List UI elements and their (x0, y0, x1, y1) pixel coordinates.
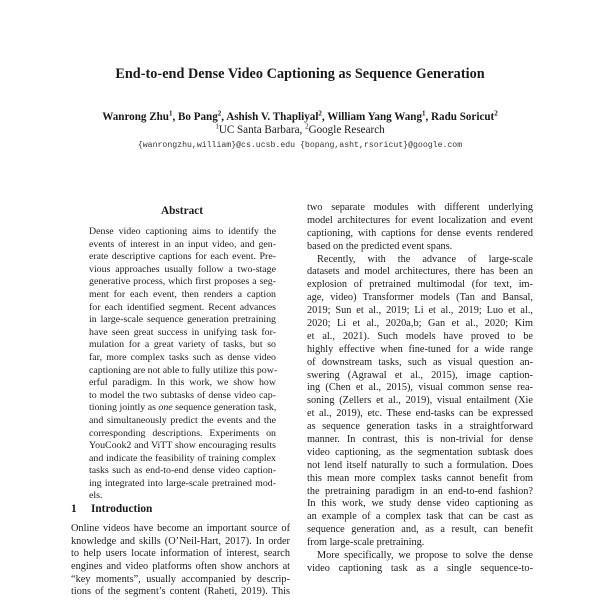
right-column-text (307, 202, 533, 576)
text-line: YouCook2 and ViTT show encouraging results (89, 440, 276, 452)
text-line: captioning are not able to fully utilize this pow- (89, 364, 278, 376)
author-emails: {wanrongzhu,william}@cs.ucsb.edu {bopang,asht,rsoricut}@google.com (137, 141, 463, 150)
text-line: explosion of pretrained multimodal (for text, im- (307, 279, 533, 291)
author: Ashish V. Thapliyal$^2$ (226, 109, 322, 123)
text-line: els. (89, 490, 103, 502)
text-line (89, 402, 276, 415)
text-line: in large-scale sequence generation pretraining (89, 314, 276, 326)
text-line: soning (Zellers et al., 2019), visual entailment (Xie (307, 395, 533, 407)
text-fragment: tioning jointly as (89, 402, 159, 414)
author: Wanrong Zhu$^1$ (102, 109, 173, 123)
author: William Yang Wang$^1$ (327, 109, 426, 123)
section-heading-introduction (71, 503, 152, 515)
text-line: corresponding descriptions. Experiments on (89, 427, 276, 439)
text-line: datasets and model architectures, there has been an (307, 266, 533, 278)
text-line: have seen great success in unifying task for- (89, 326, 276, 338)
section-title: Introduction (91, 503, 153, 515)
text-line: and indicate the feasibility of training complex (89, 452, 276, 464)
text-line: two separate modules with different underlying (307, 202, 533, 213)
author: Radu Soricut$^2$ (431, 109, 498, 123)
text-line: far, more complex tasks such as dense video (89, 351, 276, 363)
text-line: based on the predicted event spans. (307, 240, 453, 252)
abstract-body (89, 226, 276, 503)
affiliation: $^2$Google Research (305, 122, 385, 136)
author: Bo Pang$^2$ (178, 109, 222, 123)
text-line: sequence generation and, as a result, can benefit (307, 524, 533, 536)
affiliation: $^1$UC Santa Barbara (215, 122, 300, 136)
text-line: et al., 2019), etc. These end-tasks can be expressed (307, 408, 533, 420)
text-line: events of interest in an input video, and gen- (89, 238, 276, 250)
text-line: tions of the segment’s content (Raheti, 2019). This (71, 586, 290, 598)
text-line: from large-scale pretraining. (307, 537, 425, 549)
introduction-body (71, 523, 290, 599)
affiliations: $^1$UC Santa Barbara, $^2$Google Research (215, 122, 385, 136)
text-line: highly effective when fine-tuned for a wide range (307, 343, 533, 355)
text-line: et al., 2021). Such models have proved to be (307, 330, 533, 342)
text-line: of downstream tasks, such as visual question an- (307, 356, 533, 368)
text-line: Dense video captioning aims to identify the (89, 226, 276, 237)
text-line: video captioning, as the segmentation subtask does (307, 446, 533, 458)
text-line: to help users locate information of interest, search (71, 548, 290, 560)
text-line: ment for each event, then renders a caption (89, 288, 276, 300)
section-number: 1 (71, 503, 77, 515)
text-line: video captioning task as a single sequence-to- (307, 562, 533, 574)
text-line: as sequence generation tasks in a straightforward (307, 421, 533, 433)
paper-title: End-to-end Dense Video Captioning as Sequence Generation (115, 66, 485, 82)
text-line: for each identified segment. Recent advances (89, 301, 276, 313)
text-line: Recently, with the advance of large-scale (317, 253, 533, 265)
text-line: 2019; Sun et al., 2019; Li et al., 2019; Luo et al., (307, 305, 533, 317)
text-line: vious approaches usually follow a two-stage (89, 263, 276, 275)
text-line: not lend itself naturally to such a formulation. Does (307, 459, 533, 471)
text-line: erful paradigm. In this work, we show how (89, 377, 276, 389)
text-line: ing (Chen et al., 2015), visual common sense rea- (307, 382, 533, 394)
text-line: this mean more complex tasks cannot benefit from (307, 472, 533, 484)
text-line: Online videos have become an important source of (71, 523, 290, 534)
text-line: age, video) Transformer models (Tan and Bansal, (307, 292, 533, 304)
text-line: 2020; Li et al., 2020a,b; Gan et al., 2020; Kim (307, 318, 533, 330)
text-line: to model the two subtasks of dense video cap- (89, 389, 276, 401)
text-line: model architectures for event localization and event (307, 214, 533, 226)
text-line: ing integrated into large-scale pretrained mod- (89, 477, 276, 489)
text-line: the pretraining paradigm in an end-to-end fashion? (307, 485, 533, 497)
text-fragment: sequence generation task, (172, 402, 277, 414)
author-list: Wanrong Zhu$^1$, Bo Pang$^2$, Ashish V. Thapliyal$^2$, William Yang Wang$^1$, Radu Soricut$^2$ (102, 109, 498, 123)
text-line: More specifically, we propose to solve the dense (317, 550, 533, 562)
text-line: In this work, we study dense video captioning as (307, 498, 533, 510)
text-line: engines and video platforms often show anchors at (71, 561, 290, 573)
emphasis: one (158, 402, 173, 414)
text-line: captioning, with captions for dense events rendered (307, 227, 533, 239)
text-line: “key moments”, usually accompanied by descrip- (71, 573, 290, 585)
text-line: knowledge and skills (O’Neil-Hart, 2017). In order (71, 535, 290, 547)
abstract-heading: Abstract (160, 205, 204, 217)
text-line: manner. In contrast, this is non-trivial for dense (307, 434, 533, 446)
text-line: and simultaneously predict the events and the (89, 414, 276, 426)
text-line: swering (Agrawal et al., 2015), image caption- (307, 369, 533, 381)
text-line: mulation for a great variety of tasks, but so (89, 339, 276, 351)
text-line: generative process, which first proposes a seg- (89, 276, 276, 288)
text-line: tasks such as end-to-end dense video caption- (89, 465, 276, 477)
text-line: erate descriptive captions for each event. Pre- (89, 251, 276, 263)
text-line: an example of a complex task that can be cast as (307, 511, 533, 523)
